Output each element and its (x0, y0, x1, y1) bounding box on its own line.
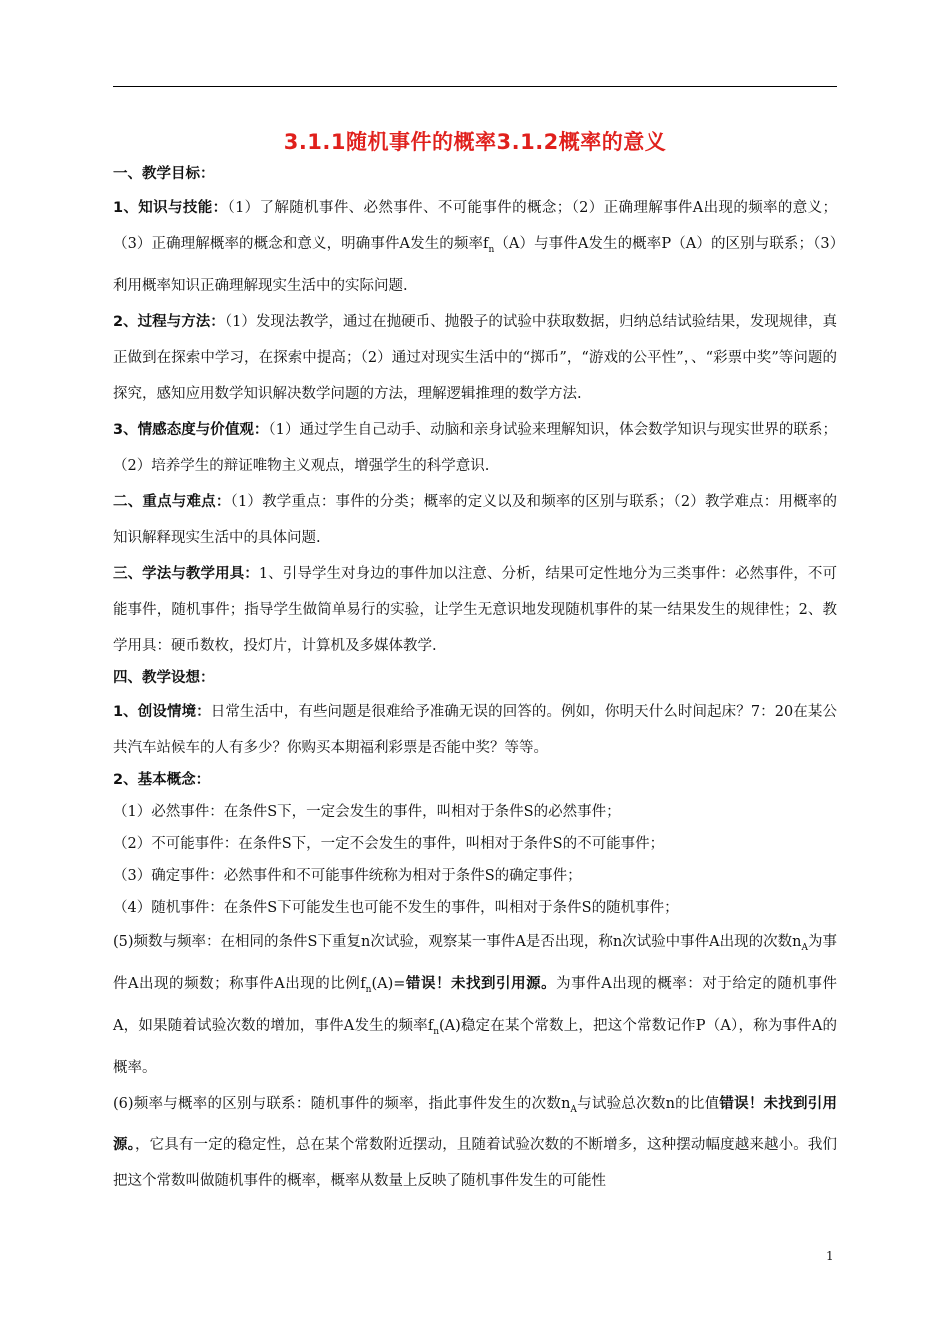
text-methods: 1、引导学生对身边的事件加以注意、分析，结果可定性地分为三类事件：必然事件，不可能事件，随机事件；指导学生做简单易行的实验，让学生无意识地发现随机事件的某一结果发生的规律性；2、教学用具：硬币数枚，投灯片，计算机及多媒体教学. (113, 565, 837, 654)
paragraph-process (113, 304, 837, 412)
text-i6c: ，它具有一定的稳定性，总在某个常数附近摆动，且随着试验次数的不断增多，这种摆动幅度越来越小。我们把这个常数叫做随机事件的概率，概率从数量上反映了随机事件发生的可能性 (113, 1137, 838, 1190)
concept-item-2: （2）不可能事件：在条件S下，一定不会发生的事件，叫相对于条件S的不可能事件； (113, 835, 665, 852)
subscript: n (433, 1026, 439, 1037)
concept-item-3: （3）确定事件：必然事件和不可能事件统称为相对于条件S的确定事件； (113, 867, 582, 884)
paragraph-scenario (113, 694, 837, 766)
label-process: 2、过程与方法： (113, 313, 225, 330)
subscript: n (365, 984, 372, 995)
text-key-points: （1）教学重点：事件的分类；概率的定义以及和频率的区别与联系；（2）教学难点：用概率的知识解释现实生活中的具体问题. (113, 493, 837, 546)
text-knowledge-2: （A）与事件A发生的概率P（A）的区别与联系；（3）利用概率知识正确理解现实生活中的实际问题. (113, 236, 837, 294)
section-heading-goals: 一、教学目标： (113, 166, 215, 182)
paragraph-methods (113, 556, 837, 664)
subscript: n (488, 244, 495, 255)
text-i6a: (6)频率与概率的区别与联系：随机事件的频率，指此事件发生的次数n (113, 1095, 571, 1112)
concept-item-4: （4）随机事件：在条件S下可能发生也可能不发生的事件，叫相对于条件S的随机事件； (113, 899, 679, 916)
text-i6b: 与试验总次数n的比值 (576, 1095, 720, 1112)
reference-error: 错误！未找到引用源。 (405, 975, 557, 992)
text-i5a: (5)频数与频率：在相同的条件S下重复n次试验，观察某一事件A是否出现，称n次试验中事件A出现的次数n (113, 933, 802, 950)
label-methods: 三、学法与教学用具： (113, 565, 259, 582)
text-i5c: (A)= (371, 975, 406, 992)
document-body (113, 160, 837, 1199)
subscript: A (801, 942, 808, 953)
text-i5d: 为事件A出现的概率：对于给定的随机事件A，如果随着试验次数的增加，事件A发生的频率f (113, 975, 837, 1034)
subscript: A (570, 1104, 577, 1115)
label-key-points: 二、重点与难点： (113, 493, 231, 510)
concept-item-1: （1）必然事件：在条件S下，一定会发生的事件，叫相对于条件S的必然事件； (113, 803, 621, 820)
text-scenario: 日常生活中，有些问题是很难给予准确无误的回答的。例如，你明天什么时间起床？7：20在某公共汽车站候车的人有多少？你购买本期福利彩票是否能中奖？等等。 (113, 703, 837, 756)
paragraph-key-points (113, 484, 837, 556)
concept-item-5 (113, 924, 837, 1086)
text-process: （1）发现法教学，通过在抛硬币、抛骰子的试验中获取数据，归纳总结试验结果，发现规律，真正做到在探索中学习，在探索中提高；（2）通过对现实生活中的“掷币”，“游戏的公平性”，、“彩票中奖”等问题的探究，感知应用数学知识解决数学问题的方法，理解逻辑推理的数学方法. (113, 313, 837, 402)
page-number: 1 (826, 1249, 834, 1263)
text-i5e: (A)稳定在某个常数上，把这个常数记作P（A），称为事件A的概率。 (113, 1017, 838, 1076)
label-knowledge: 1、知识与技能： (113, 200, 228, 216)
reference-error: 错误！未找到引用源。 (113, 1095, 837, 1154)
paragraph-emotion (113, 412, 837, 484)
page-title: 3.1.1随机事件的概率3.1.2概率的意义 (283, 130, 667, 154)
text-knowledge: （1）了解随机事件、必然事件、不可能事件的概念；（2）正确理解事件A出现的频率的意义；（3）正确理解概率的概念和意义，明确事件A发生的频率f (113, 200, 837, 252)
header-rule (113, 86, 837, 87)
label-scenario: 1、创设情境： (113, 703, 211, 720)
concept-item-6 (113, 1086, 837, 1200)
text-emotion: （1）通过学生自己动手、动脑和亲身试验来理解知识，体会数学知识与现实世界的联系；（2）培养学生的辩证唯物主义观点，增强学生的科学意识. (113, 421, 837, 474)
section-heading-concepts: 2、基本概念： (113, 771, 211, 788)
label-emotion: 3、情感态度与价值观： (113, 421, 269, 438)
section-heading-design: 四、教学设想： (113, 669, 215, 686)
paragraph-knowledge (113, 190, 837, 304)
text-i5b: 为事件A出现的频数；称事件A出现的比例f (113, 933, 838, 992)
